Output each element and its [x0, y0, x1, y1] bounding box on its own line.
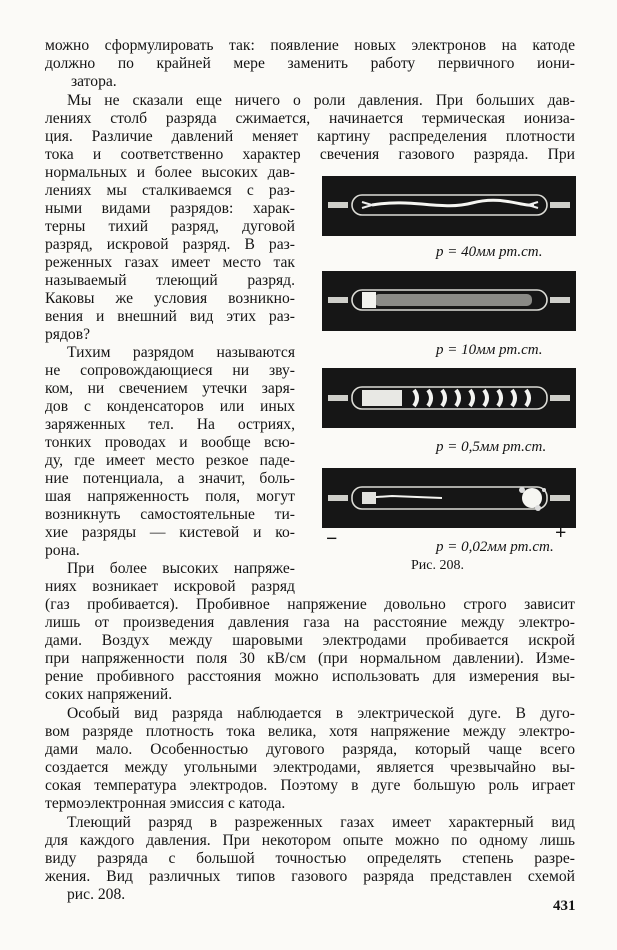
p2-line-8: терны тихий разряд, дуговой: [45, 218, 295, 235]
discharge-tube-panel-3: [322, 368, 576, 428]
discharge-tube-panel-2: [322, 271, 576, 331]
p3-line-4: дов с конденсаторов или иных: [45, 398, 295, 415]
p3-line-1: Тихим разрядом называются: [67, 344, 295, 361]
p5-line-5: сокая температура электродов. Поэтому в дуге большую роль играет: [45, 777, 575, 794]
p3-line-8: ние потенциала, а значит, боль-: [45, 470, 295, 487]
discharge-tube-panel-1: [322, 176, 576, 236]
discharge-tube-4: [322, 468, 576, 528]
plus-sign: +: [555, 522, 567, 544]
p4-line-3: (газ пробивается). Пробивное напряжение довольно строго зависит: [45, 596, 575, 613]
p3-line-5: заряженных тел. На остриях,: [45, 416, 295, 433]
p3-line-11: хие разряды — кистевой и ко-: [45, 524, 295, 541]
p3-line-3: ком, ни свечением утечки заря-: [45, 380, 295, 397]
p6-line-4: жения. Вид различных типов газового разряда представлен схемой: [45, 868, 575, 885]
p2-line-2: лениях столб разряда сжимается, начинается термическая иониза-: [45, 110, 575, 127]
p1-line-1: можно сформулировать так: появление новых электронов на катоде: [45, 37, 575, 54]
p3-line-6: тонких проводах и вообще всю-: [45, 434, 295, 451]
discharge-tube-3: [322, 368, 576, 428]
pressure-label-1: p = 40мм рт.ст.: [436, 244, 543, 260]
p2-line-14: рядов?: [45, 326, 90, 343]
p2-line-3: ция. Различие давлений меняет картину распределения плотности: [45, 128, 575, 145]
discharge-tube-1: [322, 176, 576, 236]
discharge-tube-panel-4: [322, 468, 576, 528]
p2-line-7: ными видами разрядов: харак-: [45, 200, 295, 217]
p5-line-4: создается между угольными электродами, является чрезвычайно вы-: [45, 759, 575, 776]
p3-line-12: рона.: [45, 542, 80, 559]
p5-line-1: Особый вид разряда наблюдается в электрической дуге. В дуго-: [67, 705, 575, 722]
p4-line-8: соких напряжений.: [45, 686, 173, 703]
p5-line-3: дами мало. Особенностью дугового разряда, который чаще всего: [45, 741, 575, 758]
p6-line-2: для каждого давления. При некотором опыте можно по одному лишь: [45, 832, 575, 849]
p1-line-2: должно по крайней мере заменить работу первичного иони-: [45, 55, 575, 72]
p6-line-3: виду разряда с большой точностью определять степень разре-: [45, 850, 575, 867]
pressure-label-2: p = 10мм рт.ст.: [436, 342, 543, 358]
p2-line-11: называемый тлеющий разряд.: [45, 272, 295, 289]
p4-line-4: лишь от произведения давления газа на расстояние между электро-: [45, 614, 575, 631]
page-number: 431: [553, 898, 576, 914]
p2-line-12: Каковы же условия возникно-: [45, 290, 295, 307]
figure-caption: Рис. 208.: [411, 558, 464, 573]
p2-line-9: разряд, искровой разряд. В раз-: [45, 236, 295, 253]
p2-line-5: нормальных и более высоких дав-: [45, 164, 295, 181]
p3-line-7: ду, где имеет место резкое паде-: [45, 452, 295, 469]
p2-line-13: вения и внешний вид этих раз-: [45, 308, 295, 325]
p6-line-1: Тлеющий разряд в разреженных газах имеет характерный вид: [67, 814, 575, 831]
p3-line-9: шая напряженность поля, могут: [45, 488, 295, 505]
p5-line-6: термоэлектронная эмиссия с катода.: [45, 795, 286, 812]
p6-line-5: рис. 208.: [67, 886, 126, 903]
p3-line-2: не сопровождающиеся ни зву-: [45, 362, 295, 379]
pressure-label-3: p = 0,5мм рт.ст.: [436, 439, 547, 455]
p5-line-2: вом разряде плотность тока велика, хотя напряжение между электро-: [45, 723, 575, 740]
p4-line-6: при напряженности поля 30 кВ/см (при нормальном давлении). Изме-: [45, 650, 575, 667]
p4-line-2: ниях возникает искровой разряд: [45, 578, 295, 595]
p3-line-10: возникнуть самостоятельные ти-: [45, 506, 295, 523]
p4-line-7: рение пробивного расстояния можно использовать для измерения вы-: [45, 668, 575, 685]
p4-line-1: При более высоких напряже-: [67, 560, 295, 577]
pressure-label-4: p = 0,02мм рт.ст.: [436, 539, 554, 555]
p1-line-3: затора.: [71, 73, 117, 90]
p2-line-1: Мы не сказали еще ничего о роли давления. При больших дав-: [67, 92, 575, 109]
p2-line-10: реженных газах имеет место так: [45, 254, 295, 271]
p2-line-4: тока и соответственно характер свечения газового разряда. При: [45, 146, 575, 163]
p4-line-5: дами. Воздух между шаровыми электродами пробивается искрой: [45, 632, 575, 649]
discharge-tube-2: [322, 271, 576, 331]
minus-sign: −: [326, 528, 338, 550]
p2-line-6: лениях мы сталкиваемся с раз-: [45, 182, 295, 199]
